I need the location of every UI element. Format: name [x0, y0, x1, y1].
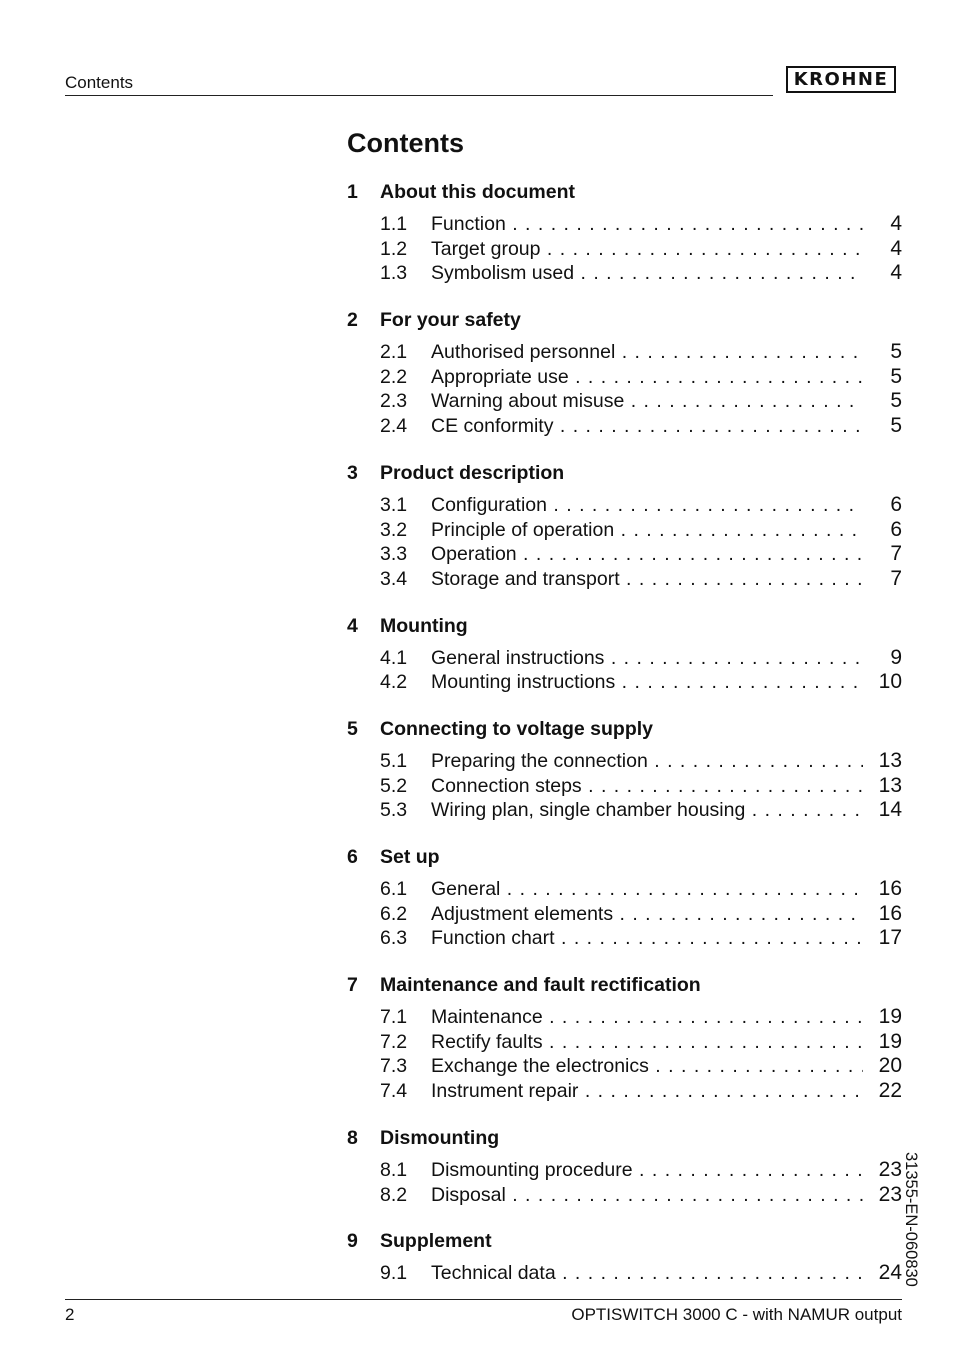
section-title: Dismounting [380, 1126, 500, 1149]
entry-page-number: 13 [878, 748, 902, 772]
entry-page-number: 19 [878, 1005, 902, 1029]
entry-page-number: 9 [890, 645, 902, 669]
entry-page-number: 5 [890, 364, 902, 388]
section-heading[interactable] [347, 461, 902, 485]
entry-page-number: 4 [890, 212, 902, 235]
toc-entry[interactable] [347, 340, 902, 365]
entry-title: General . . . [431, 877, 863, 902]
section-number: 4 [347, 614, 358, 637]
entry-page-number: 6 [890, 492, 902, 516]
entry-page-number: 5 [890, 389, 902, 413]
entry-number: 1.3 [380, 262, 408, 285]
toc-entry[interactable] [347, 1054, 902, 1079]
entry-page-number: 16 [878, 901, 902, 925]
footer-document-title: OPTISWITCH 3000 C - with NAMUR output [571, 1305, 902, 1324]
entry-page-number: 20 [878, 1054, 902, 1078]
section-title: Supplement [380, 1230, 492, 1253]
entry-page-number: 23 [878, 1157, 902, 1181]
entry-title: Disposal . . . [431, 1183, 863, 1208]
entry-title: Dismounting procedure . . . [431, 1158, 863, 1183]
entry-number: 3.1 [380, 493, 408, 516]
toc-entry[interactable] [347, 542, 902, 567]
entry-title: Wiring plan, single chamber housing . . . [431, 798, 863, 823]
entry-title: Symbolism used . . . [431, 261, 863, 286]
entry-page-number: 5 [890, 340, 902, 364]
toc-entry[interactable] [347, 261, 902, 286]
entry-number: 3.3 [380, 543, 408, 566]
entry-number: 5.1 [380, 749, 408, 772]
entry-number: 7.3 [380, 1055, 408, 1078]
entry-page-number: 10 [878, 670, 902, 694]
entry-page-number: 17 [878, 926, 902, 950]
entry-page-number: 4 [890, 261, 902, 285]
section-heading[interactable] [347, 973, 902, 997]
section-title: Set up [380, 846, 440, 868]
section-heading[interactable] [347, 1126, 902, 1150]
header-label: Contents [65, 73, 134, 92]
entry-number: 9.1 [380, 1262, 408, 1285]
section-number: 8 [347, 1126, 358, 1149]
entry-number: 1.2 [380, 237, 408, 260]
section-heading[interactable] [347, 1229, 902, 1253]
section-title: Product description [380, 461, 565, 484]
toc-section [347, 1126, 902, 1207]
entry-page-number: 7 [890, 566, 902, 590]
entry-title: Adjustment elements . . . [431, 902, 863, 927]
toc-entry[interactable] [347, 493, 902, 518]
toc-section [347, 308, 902, 439]
section-heading[interactable] [347, 845, 902, 869]
section-number: 9 [347, 1230, 358, 1253]
toc-section [347, 461, 902, 592]
toc-entry[interactable] [347, 902, 902, 927]
section-number: 1 [347, 181, 358, 203]
entry-number: 4.2 [380, 671, 408, 694]
section-number: 6 [347, 846, 358, 868]
entry-number: 5.2 [380, 774, 408, 797]
section-heading[interactable] [347, 717, 902, 741]
entry-number: 2.4 [380, 415, 408, 438]
header-rule [65, 95, 773, 96]
entry-title: Connection steps . . . [431, 774, 863, 799]
entry-title: Storage and transport . . . [431, 567, 863, 592]
section-number: 7 [347, 974, 358, 997]
entry-title: Authorised personnel . . . [431, 340, 863, 365]
entry-title: Preparing the connection . . . [431, 749, 863, 774]
entry-number: 1.1 [380, 213, 408, 235]
entry-number: 7.4 [380, 1080, 408, 1103]
entry-title: Principle of operation . . . [431, 518, 863, 543]
entry-number: 6.1 [380, 878, 408, 900]
entry-title: Mounting instructions . . . [431, 670, 863, 695]
krohne-logo: KROHNE [786, 66, 896, 93]
section-heading[interactable] [347, 614, 902, 638]
entry-number: 4.1 [380, 646, 408, 669]
section-number: 3 [347, 461, 358, 484]
entry-number: 8.2 [380, 1183, 408, 1206]
entry-page-number: 24 [878, 1261, 902, 1285]
toc-entry[interactable] [347, 1183, 902, 1208]
entry-number: 7.2 [380, 1030, 408, 1053]
toc-entry[interactable] [347, 567, 902, 592]
section-title: Connecting to voltage supply [380, 717, 654, 740]
entry-number: 2.2 [380, 365, 408, 388]
entry-title: Function chart . . . [431, 926, 863, 951]
entry-title: CE conformity . . . [431, 414, 863, 439]
entry-page-number: 6 [890, 517, 902, 541]
entry-number: 3.2 [380, 518, 408, 541]
entry-title: Appropriate use . . . [431, 365, 863, 390]
toc-entry[interactable] [347, 389, 902, 414]
section-title: For your safety [380, 309, 521, 332]
toc-entry[interactable] [347, 646, 902, 671]
section-title: Mounting [380, 614, 468, 637]
toc-entry[interactable] [347, 1030, 902, 1055]
entry-page-number: 4 [890, 236, 902, 260]
entry-page-number: 19 [878, 1029, 902, 1053]
entry-number: 5.3 [380, 799, 408, 822]
entry-number: 7.1 [380, 1006, 408, 1029]
page-title: Contents [347, 128, 464, 158]
entry-title: Configuration . . . [431, 493, 863, 518]
entry-page-number: 5 [890, 414, 902, 438]
entry-page-number: 23 [878, 1182, 902, 1206]
entry-title: Rectify faults . . . [431, 1030, 863, 1055]
section-number: 5 [347, 717, 358, 740]
toc-entry[interactable] [347, 212, 902, 237]
entry-number: 3.4 [380, 567, 408, 590]
toc-entry[interactable] [347, 774, 902, 799]
footer-page-number: 2 [65, 1305, 75, 1324]
section-heading[interactable] [347, 308, 902, 332]
entry-title: Target group . . . [431, 237, 863, 262]
entry-title: Maintenance . . . [431, 1005, 863, 1030]
toc-section [347, 973, 902, 1104]
entry-title: Operation . . . [431, 542, 863, 567]
footer-rule [65, 1299, 902, 1300]
toc-section [347, 614, 902, 695]
toc-entry[interactable] [347, 1261, 902, 1286]
entry-page-number: 13 [878, 773, 902, 797]
toc-section [347, 717, 902, 823]
section-heading[interactable] [347, 180, 902, 204]
toc-entry[interactable] [347, 1005, 902, 1030]
toc-entry[interactable] [347, 518, 902, 543]
toc-entry[interactable] [347, 1079, 902, 1104]
entry-title: Function . . . [431, 212, 863, 237]
toc-section [347, 1229, 902, 1286]
table-of-contents [347, 180, 902, 1308]
entry-title: Technical data . . . [431, 1261, 863, 1286]
document-code: 31355-EN-060830 [902, 1152, 920, 1287]
entry-title: General instructions . . . [431, 646, 863, 671]
entry-number: 6.3 [380, 927, 408, 950]
toc-entry[interactable] [347, 414, 902, 439]
toc-entry[interactable] [347, 365, 902, 390]
entry-page-number: 7 [890, 542, 902, 566]
entry-number: 2.3 [380, 390, 408, 413]
entry-number: 8.1 [380, 1158, 408, 1181]
section-title: About this document [380, 181, 575, 203]
toc-entry[interactable] [347, 749, 902, 774]
entry-page-number: 22 [878, 1079, 902, 1103]
toc-entry[interactable] [347, 1158, 902, 1183]
entry-number: 6.2 [380, 902, 408, 925]
entry-title: Warning about misuse . . . [431, 389, 863, 414]
entry-page-number: 16 [878, 877, 902, 900]
entry-page-number: 14 [878, 798, 902, 822]
toc-entry[interactable] [347, 798, 902, 823]
entry-title: Instrument repair . . . [431, 1079, 863, 1104]
toc-entry[interactable] [347, 237, 902, 262]
toc-entry[interactable] [347, 926, 902, 951]
entry-title: Exchange the electronics . . . [431, 1054, 863, 1079]
section-title: Maintenance and fault rectification [380, 974, 701, 997]
section-number: 2 [347, 309, 358, 332]
toc-section [347, 845, 902, 951]
entry-number: 2.1 [380, 341, 408, 364]
toc-section [347, 180, 902, 286]
toc-entry[interactable] [347, 670, 902, 695]
toc-entry[interactable] [347, 877, 902, 902]
